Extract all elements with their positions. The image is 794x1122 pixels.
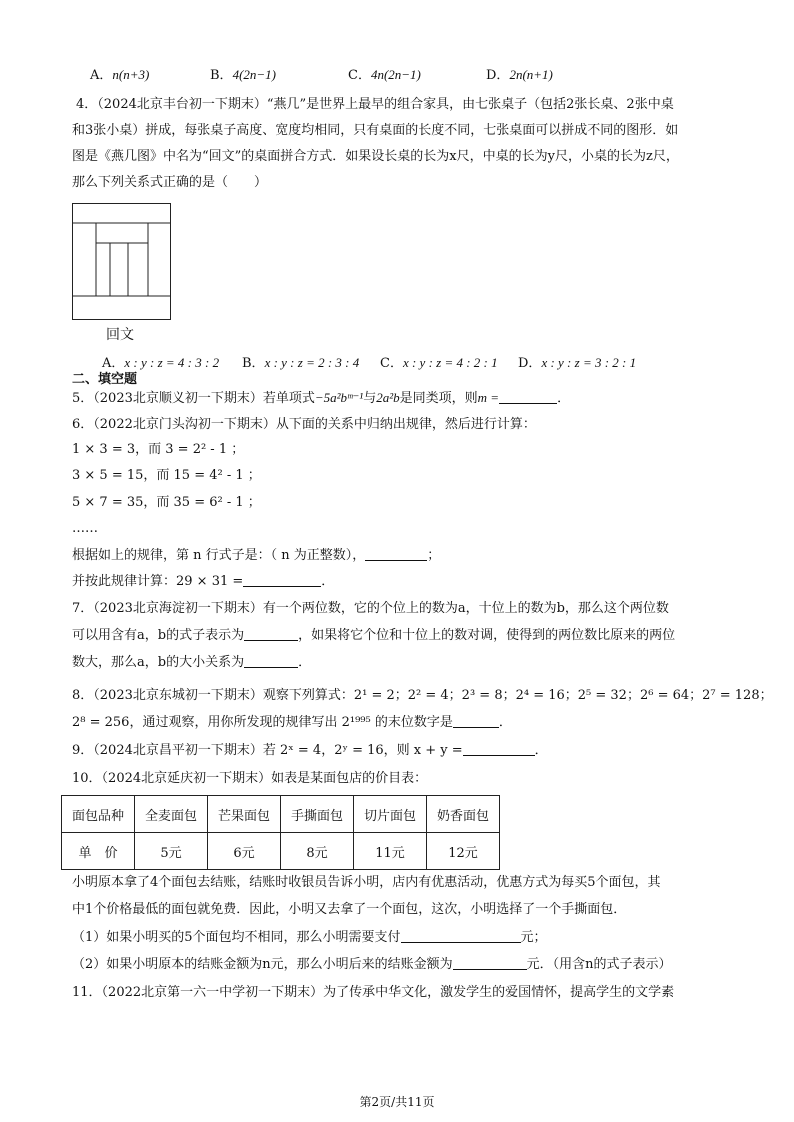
- q4-option-d: [518, 352, 636, 371]
- q5-suffix: 是同类项，则: [399, 391, 478, 406]
- table-cell: 6元: [208, 833, 281, 870]
- q10-line-1: 10．（2024北京延庆初一下期末）如表是某面包店的价目表：: [72, 771, 428, 786]
- q4-line-3: 图是《燕几图》中名为“回文”的桌面拼合方式．如果设长桌的长为x尺，中桌的长为y尺，小桌的长为z尺，: [72, 149, 679, 164]
- q6-line-6: [72, 573, 334, 591]
- q3-option-b-text: 4(2n−1): [232, 67, 276, 82]
- q8-line-2: [72, 714, 512, 732]
- q7-expression-blank[interactable]: [244, 628, 298, 641]
- q10-sub-1: [72, 929, 547, 947]
- q4-option-c-label: C．: [380, 356, 403, 371]
- q3-option-c: [348, 64, 421, 83]
- q9-end: ．: [534, 743, 548, 758]
- q4-line-4: 那么下列关系式正确的是（ ）: [72, 175, 268, 190]
- figure-caption: 回文: [106, 327, 134, 343]
- q6-line-5-text: 根据如上的规律，第 n 行式子是：（ n 为正整数），: [72, 548, 366, 563]
- q3-option-d-text: 2n(n+1): [509, 67, 553, 82]
- q4-option-b: [242, 352, 359, 371]
- q6-calc-blank[interactable]: [243, 574, 321, 587]
- table-cell: 12元: [427, 833, 500, 870]
- q9-text: 9．（2024北京昌平初一下期末）若 2ˣ = 4，2ʸ = 16，则 x + y =: [72, 743, 463, 758]
- q10-sub-1-end: 元；: [520, 930, 547, 945]
- q6-line-6-text: 并按此规律计算：29 × 31 =: [72, 574, 244, 589]
- section-title-fill-in: 二、填空题: [72, 372, 138, 387]
- q9-answer-blank[interactable]: [463, 743, 535, 756]
- q10-sub-2: [72, 956, 672, 974]
- q4-option-c-text: x : y : z = 4 : 2 : 1: [402, 355, 498, 370]
- q10-para-1: 小明原本拿了4个面包去结账，结账时收银员告诉小明，店内有优惠活动，优惠方式为每买5个面包，其: [72, 875, 661, 890]
- q6-row-3: 5 × 7 = 35，而 35 = 6² - 1 ；: [72, 495, 261, 510]
- q7-line-2: [72, 627, 675, 645]
- page-footer: 第2页/共11页: [359, 1095, 435, 1109]
- q3-option-d: [486, 64, 553, 83]
- table-row: [62, 796, 500, 833]
- q10-para-2: 中1个价格最低的面包就免费．因此，小明又去拿了一个面包，这次，小明选择了一个手撕面包．: [72, 902, 627, 917]
- q7-line-2-rest: ，如果将它个位和十位上的数对调，使得到的两位数比原来的两位: [298, 628, 676, 643]
- table-cell: 芒果面包: [208, 796, 281, 833]
- q3-option-d-label: D．: [486, 68, 510, 83]
- table-cell: 面包品种: [62, 796, 135, 833]
- q6-row-2: 3 × 5 = 15，而 15 = 4² - 1 ；: [72, 468, 261, 483]
- q6-dots: ……: [72, 521, 98, 536]
- q3-option-a-label: A．: [90, 68, 113, 83]
- table-row: [62, 833, 500, 870]
- table-cell: 手撕面包: [281, 796, 354, 833]
- q6-row-1: 1 × 3 = 3，而 3 = 2² - 1 ；: [72, 442, 245, 457]
- q9-line: [72, 742, 548, 760]
- q4-option-b-label: B．: [242, 356, 265, 371]
- q8-line-2-text: 2⁸ = 256，通过观察，用你所发现的规律写出 2¹⁹⁹⁵ 的末位数字是: [72, 715, 453, 730]
- q8-line-1: 8．（2023北京东城初一下期末）观察下列算式：2¹ = 2；2² = 4；2³ = 8；2⁴ = 16；2⁵ = 32；2⁶ = 64；2⁷ = 128；: [72, 688, 773, 703]
- q6-rule-blank[interactable]: [365, 548, 427, 561]
- q7-line-3: [72, 654, 311, 672]
- q4-option-d-text: x : y : z = 3 : 2 : 1: [541, 355, 637, 370]
- q4-option-b-text: x : y : z = 2 : 3 : 4: [264, 355, 360, 370]
- huiwen-figure: [72, 203, 172, 321]
- q11-line-1: 11．（2022北京第一六一中学初一下期末）为了传承中华文化，激发学生的爱国情怀，提高学生的文学素: [72, 985, 675, 1000]
- q10-sub-2-end: 元．（用含n的式子表示）: [526, 957, 672, 972]
- q5-term-2: 2a²b: [376, 390, 400, 405]
- q5-end: ．: [557, 391, 571, 406]
- q4-option-a-text: x : y : z = 4 : 3 : 2: [124, 355, 220, 370]
- q3-option-b-label: B．: [210, 68, 233, 83]
- q3-option-a-text: n(n+3): [112, 67, 150, 82]
- q7-line-3-text: 数大，那么a，b的大小关系为: [72, 655, 245, 670]
- q5-prefix: 5．（2023北京顺义初一下期末）若单项式: [72, 391, 315, 406]
- q7-line-1: 7．（2023北京海淀初一下期末）有一个两位数，它的个位上的数为a，十位上的数为b，那么这个两位数: [72, 601, 669, 616]
- q3-option-b: [210, 64, 276, 83]
- q6-line-1: 6．（2022北京门头沟初一下期末）从下面的关系中归纳出规律，然后进行计算：: [72, 417, 536, 432]
- table-cell: 5元: [135, 833, 208, 870]
- q3-option-c-text: 4n(2n−1): [370, 67, 421, 82]
- q4-option-a: [102, 352, 219, 371]
- q6-line-5-end: ；: [427, 548, 441, 563]
- q3-option-c-label: C．: [348, 68, 371, 83]
- q4-line-2: 和3张小桌）拼成，每张桌子高度、宽度均相同，只有桌面的长度不同，七张桌面可以拼成不同的图形．如: [72, 123, 679, 138]
- q7-line-3-end: ．: [298, 655, 312, 670]
- table-cell: 8元: [281, 833, 354, 870]
- q5-var: m =: [477, 390, 500, 405]
- q4-option-c: [380, 352, 498, 371]
- table-cell: 奶香面包: [427, 796, 500, 833]
- q10-sub-2-text: （2）如果小明原本的结账金额为n元，那么小明后来的结账金额为: [72, 957, 453, 972]
- table-cell: 单 价: [62, 833, 135, 870]
- q3-option-a: [90, 64, 149, 83]
- q7-line-2-text: 可以用含有a，b的式子表示为: [72, 628, 245, 643]
- q10-sub-2-blank[interactable]: [453, 957, 527, 970]
- q8-answer-blank[interactable]: [453, 715, 499, 728]
- price-table: [61, 795, 500, 870]
- q5-term-1: −5a²bᵐ⁻¹: [314, 390, 364, 405]
- q10-sub-1-text: （1）如果小明买的5个面包均不相同，那么小明需要支付: [72, 930, 401, 945]
- outer-frame: [73, 204, 171, 320]
- q5-line: [72, 389, 570, 408]
- q7-relation-blank[interactable]: [244, 655, 298, 668]
- q4-line-1: 4．（2024北京丰台初一下期末）“燕几”是世界上最早的组合家具，由七张桌子（包括2张长桌、2张中桌: [76, 97, 674, 112]
- q5-answer-blank[interactable]: [499, 391, 557, 404]
- q5-mid: 与: [363, 391, 377, 406]
- table-cell: 切片面包: [354, 796, 427, 833]
- table-cell: 全麦面包: [135, 796, 208, 833]
- q4-option-d-label: D．: [518, 356, 542, 371]
- q6-line-5: [72, 547, 440, 565]
- q6-line-6-end: ．: [321, 574, 335, 589]
- q8-line-2-end: ．: [498, 715, 512, 730]
- table-cell: 11元: [354, 833, 427, 870]
- q10-sub-1-blank[interactable]: [401, 930, 521, 943]
- q4-option-a-label: A．: [102, 356, 125, 371]
